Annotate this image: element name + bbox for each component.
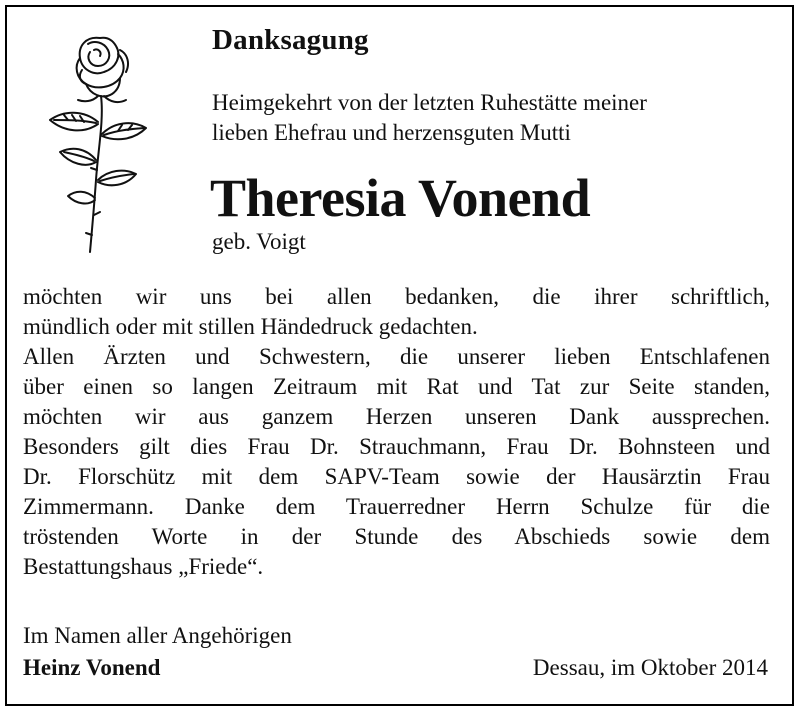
body-line: Besonders gilt dies Frau Dr. Strauchmann, Frau Dr. Bohnsteen und [23,434,770,459]
body-line: möchten wir aus ganzem Herzen unseren Dank aussprechen. [23,404,770,429]
thanks-body [23,282,770,582]
signer-name: Heinz Vonend [23,655,161,680]
place-date: Dessau, im Oktober 2014 [532,655,768,680]
closing-phrase: Im Namen aller Angehörigen [23,623,292,648]
maiden-name: geb. Voigt [212,229,306,254]
body-line: Bestattungshaus „Friede“. [23,554,264,579]
intro-text [212,88,772,148]
body-line: tröstenden Worte in der Stunde des Abschieds sowie dem [23,524,770,549]
deceased-name: Theresia Vonend [210,168,591,228]
rose-icon [38,30,158,260]
body-line: Allen Ärzten und Schwestern, die unserer lieben Entschlafenen [23,344,770,369]
body-line: mündlich oder mit stillen Händedruck gedachten. [23,314,478,339]
body-line: über einen so langen Zeitraum mit Rat und Tat zur Seite standen, [23,374,770,399]
body-line: Dr. Florschütz mit dem SAPV-Team sowie der Hausärztin Frau [23,464,770,489]
body-line: möchten wir uns bei allen bedanken, die ihrer schriftlich, [23,284,770,309]
intro-line: Heimgekehrt von der letzten Ruhestätte meiner [212,90,647,115]
intro-line: lieben Ehefrau und herzensguten Mutti [212,120,571,145]
notice-heading: Danksagung [212,24,369,56]
body-line: Zimmermann. Danke dem Trauerredner Herrn Schulze für die [23,494,770,519]
